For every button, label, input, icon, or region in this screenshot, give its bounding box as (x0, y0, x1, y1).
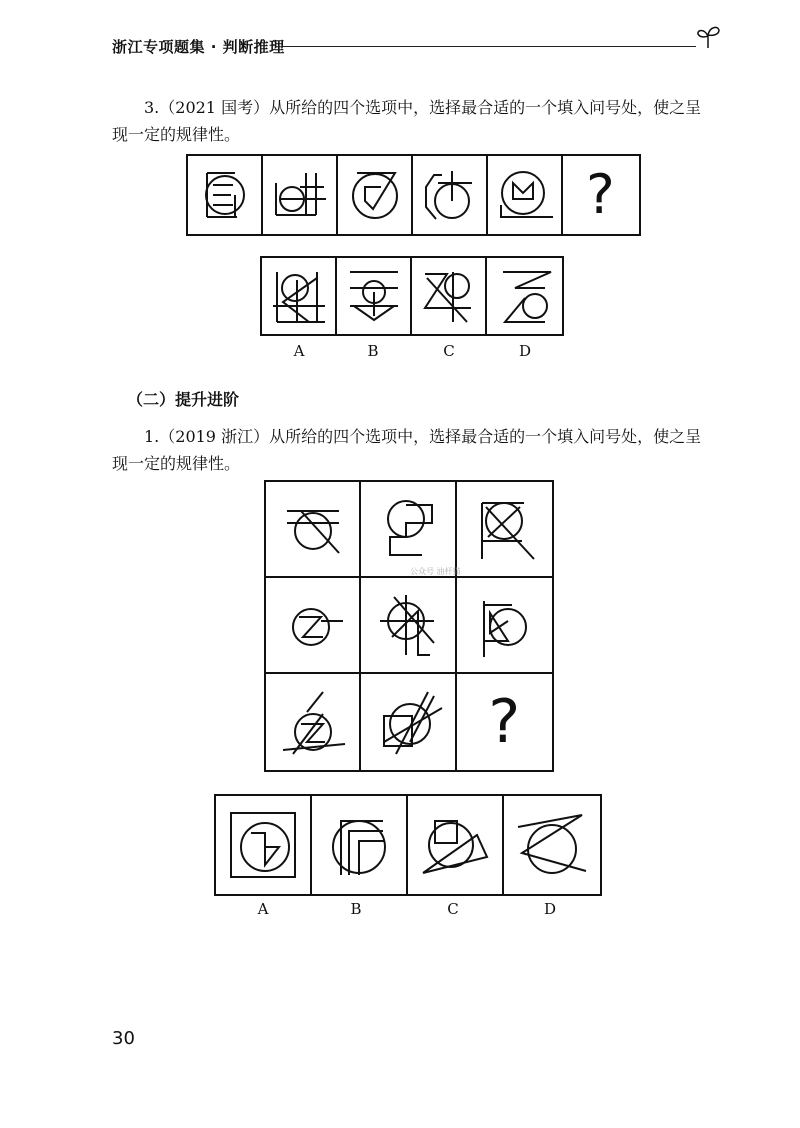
question-3-options (260, 256, 564, 336)
sequence-figure-5 (488, 156, 563, 234)
section-title: （二）提升进阶 (127, 390, 240, 409)
question-3-sequence (186, 154, 641, 236)
grid-figure-1-1 (266, 482, 361, 578)
option-d-figure[interactable] (487, 258, 562, 334)
option-a-figure[interactable] (216, 796, 312, 894)
option-label-b: B (367, 342, 379, 360)
grid-figure-1-3 (457, 482, 552, 578)
option-b-figure[interactable] (312, 796, 408, 894)
grid-figure-3-1 (266, 674, 361, 770)
grid-figure-3-2 (361, 674, 456, 770)
question-1-options (214, 794, 602, 896)
grid-figure-2-2 (361, 578, 456, 674)
option-a-figure[interactable] (262, 258, 337, 334)
option-b-figure[interactable] (337, 258, 412, 334)
question-1-grid (264, 480, 554, 772)
question-1-text: 1.（2019 浙江）从所给的四个选项中，选择最合适的一个填入问号处，使之呈现一定的规律性。 (112, 427, 702, 473)
question-3-text: 3.（2021 国考）从所给的四个选项中，选择最合适的一个填入问号处，使之呈现一定的规律性。 (112, 98, 702, 144)
sprout-icon (694, 22, 722, 50)
option-c-figure[interactable] (412, 258, 487, 334)
grid-figure-2-1 (266, 578, 361, 674)
watermark: 公众号 油杆猫 (410, 567, 461, 576)
option-d-figure[interactable] (504, 796, 600, 894)
sequence-question-mark: ? (586, 163, 615, 226)
sequence-figure-2 (263, 156, 338, 234)
sequence-figure-4 (413, 156, 488, 234)
grid-figure-2-3 (457, 578, 552, 674)
option-label-d: D (518, 342, 532, 360)
option-label-b: B (350, 900, 362, 918)
running-header: 浙江专项题集 · 判断推理 (112, 38, 285, 56)
sequence-figure-1 (188, 156, 263, 234)
sequence-figure-3 (338, 156, 413, 234)
page-number: 30 (112, 1028, 135, 1049)
option-c-figure[interactable] (408, 796, 504, 894)
option-label-a: A (257, 900, 269, 918)
option-label-d: D (543, 900, 557, 918)
grid-figure-1-2 (361, 482, 456, 578)
option-label-a: A (293, 342, 305, 360)
option-label-c: C (447, 900, 459, 918)
option-label-c: C (443, 342, 455, 360)
header-rule (282, 46, 696, 47)
grid-question-mark: ? (488, 687, 521, 757)
